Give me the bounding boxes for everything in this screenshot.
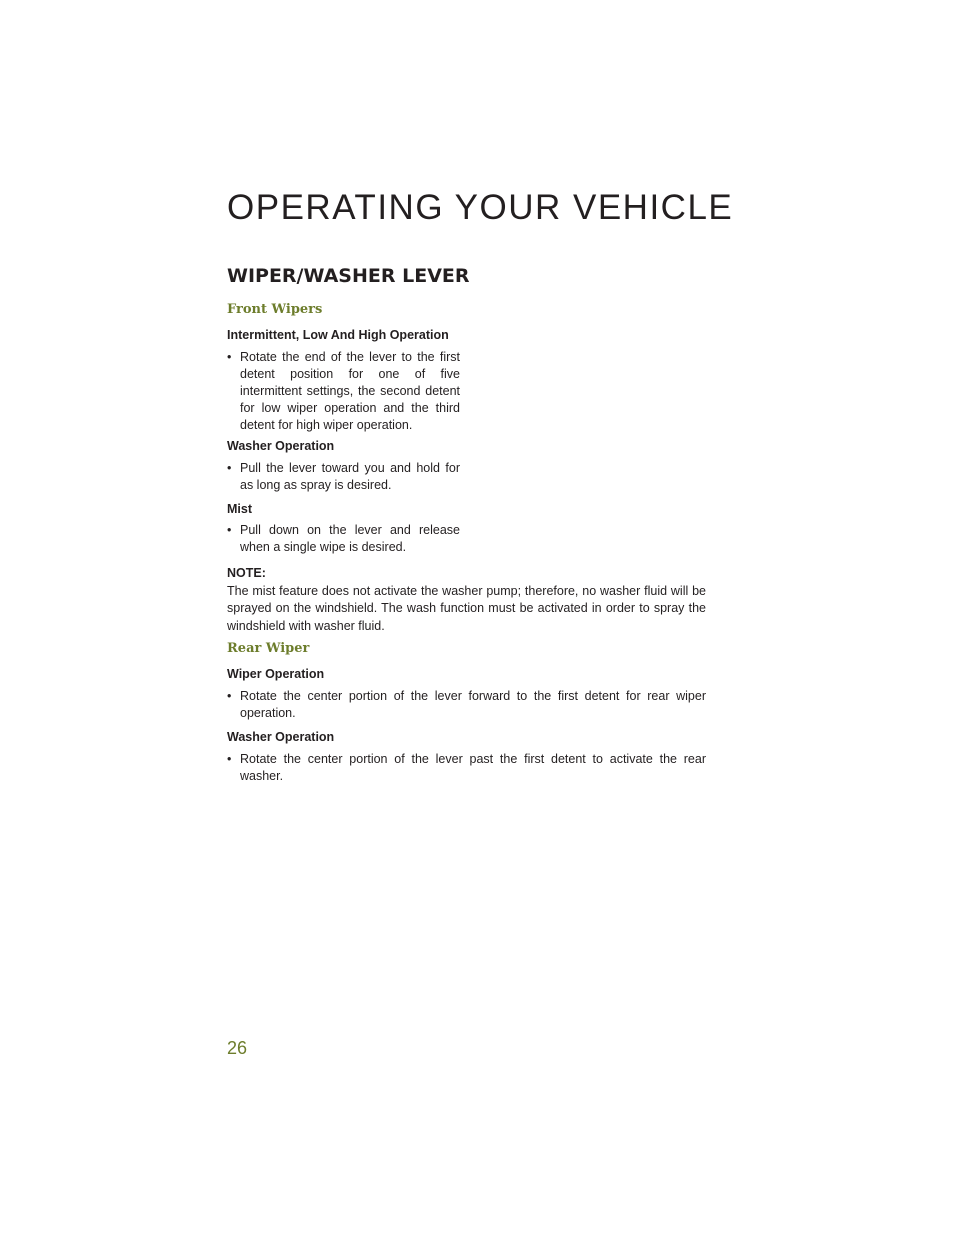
bullet-dot: • — [227, 689, 232, 703]
rear-washer-operation-bullet — [227, 751, 706, 785]
note-text: The mist feature does not activate the washer pump; therefore, no washer fluid will be sprayed on the windshield. The wash function must be activated in order to spray the windshield with washer fluid. — [227, 583, 706, 633]
bullet-text: Pull the lever toward you and hold for as long as spray is desired. — [240, 461, 460, 492]
section-title: WIPER/WASHER LEVER — [227, 265, 470, 287]
bullet-text: Pull down on the lever and release when a single wipe is desired. — [240, 523, 460, 554]
washer-operation-label: Washer Operation — [227, 439, 335, 453]
mist-bullet — [227, 522, 460, 556]
note-label: NOTE: — [227, 566, 266, 580]
note-block — [227, 565, 706, 635]
bullet-text: Rotate the center portion of the lever past the first detent to activate the rear washer. — [240, 752, 706, 783]
bullet-dot: • — [227, 350, 232, 364]
bullet-text: Rotate the end of the lever to the first detent position for one of five intermittent settings, the second detent for low wiper operation and the third detent for high wiper operation. — [240, 350, 460, 432]
intermittent-label: Intermittent, Low And High Operation — [227, 328, 449, 342]
page-header: OPERATING YOUR VEHICLE — [227, 188, 734, 227]
bullet-dot: • — [227, 752, 232, 766]
bullet-dot: • — [227, 523, 232, 537]
bullet-dot: • — [227, 461, 232, 475]
washer-operation-bullet — [227, 460, 460, 494]
rear-wiper-operation-label: Wiper Operation — [227, 667, 325, 681]
intermittent-bullet — [227, 349, 460, 434]
front-wipers-heading: Front Wipers — [227, 302, 323, 317]
mist-label: Mist — [227, 502, 252, 516]
rear-wiper-operation-bullet — [227, 688, 706, 722]
rear-washer-operation-label: Washer Operation — [227, 730, 335, 744]
rear-wiper-heading: Rear Wiper — [227, 641, 310, 656]
bullet-text: Rotate the center portion of the lever forward to the first detent for rear wiper operation. — [240, 689, 706, 720]
page-number: 26 — [227, 1038, 248, 1058]
